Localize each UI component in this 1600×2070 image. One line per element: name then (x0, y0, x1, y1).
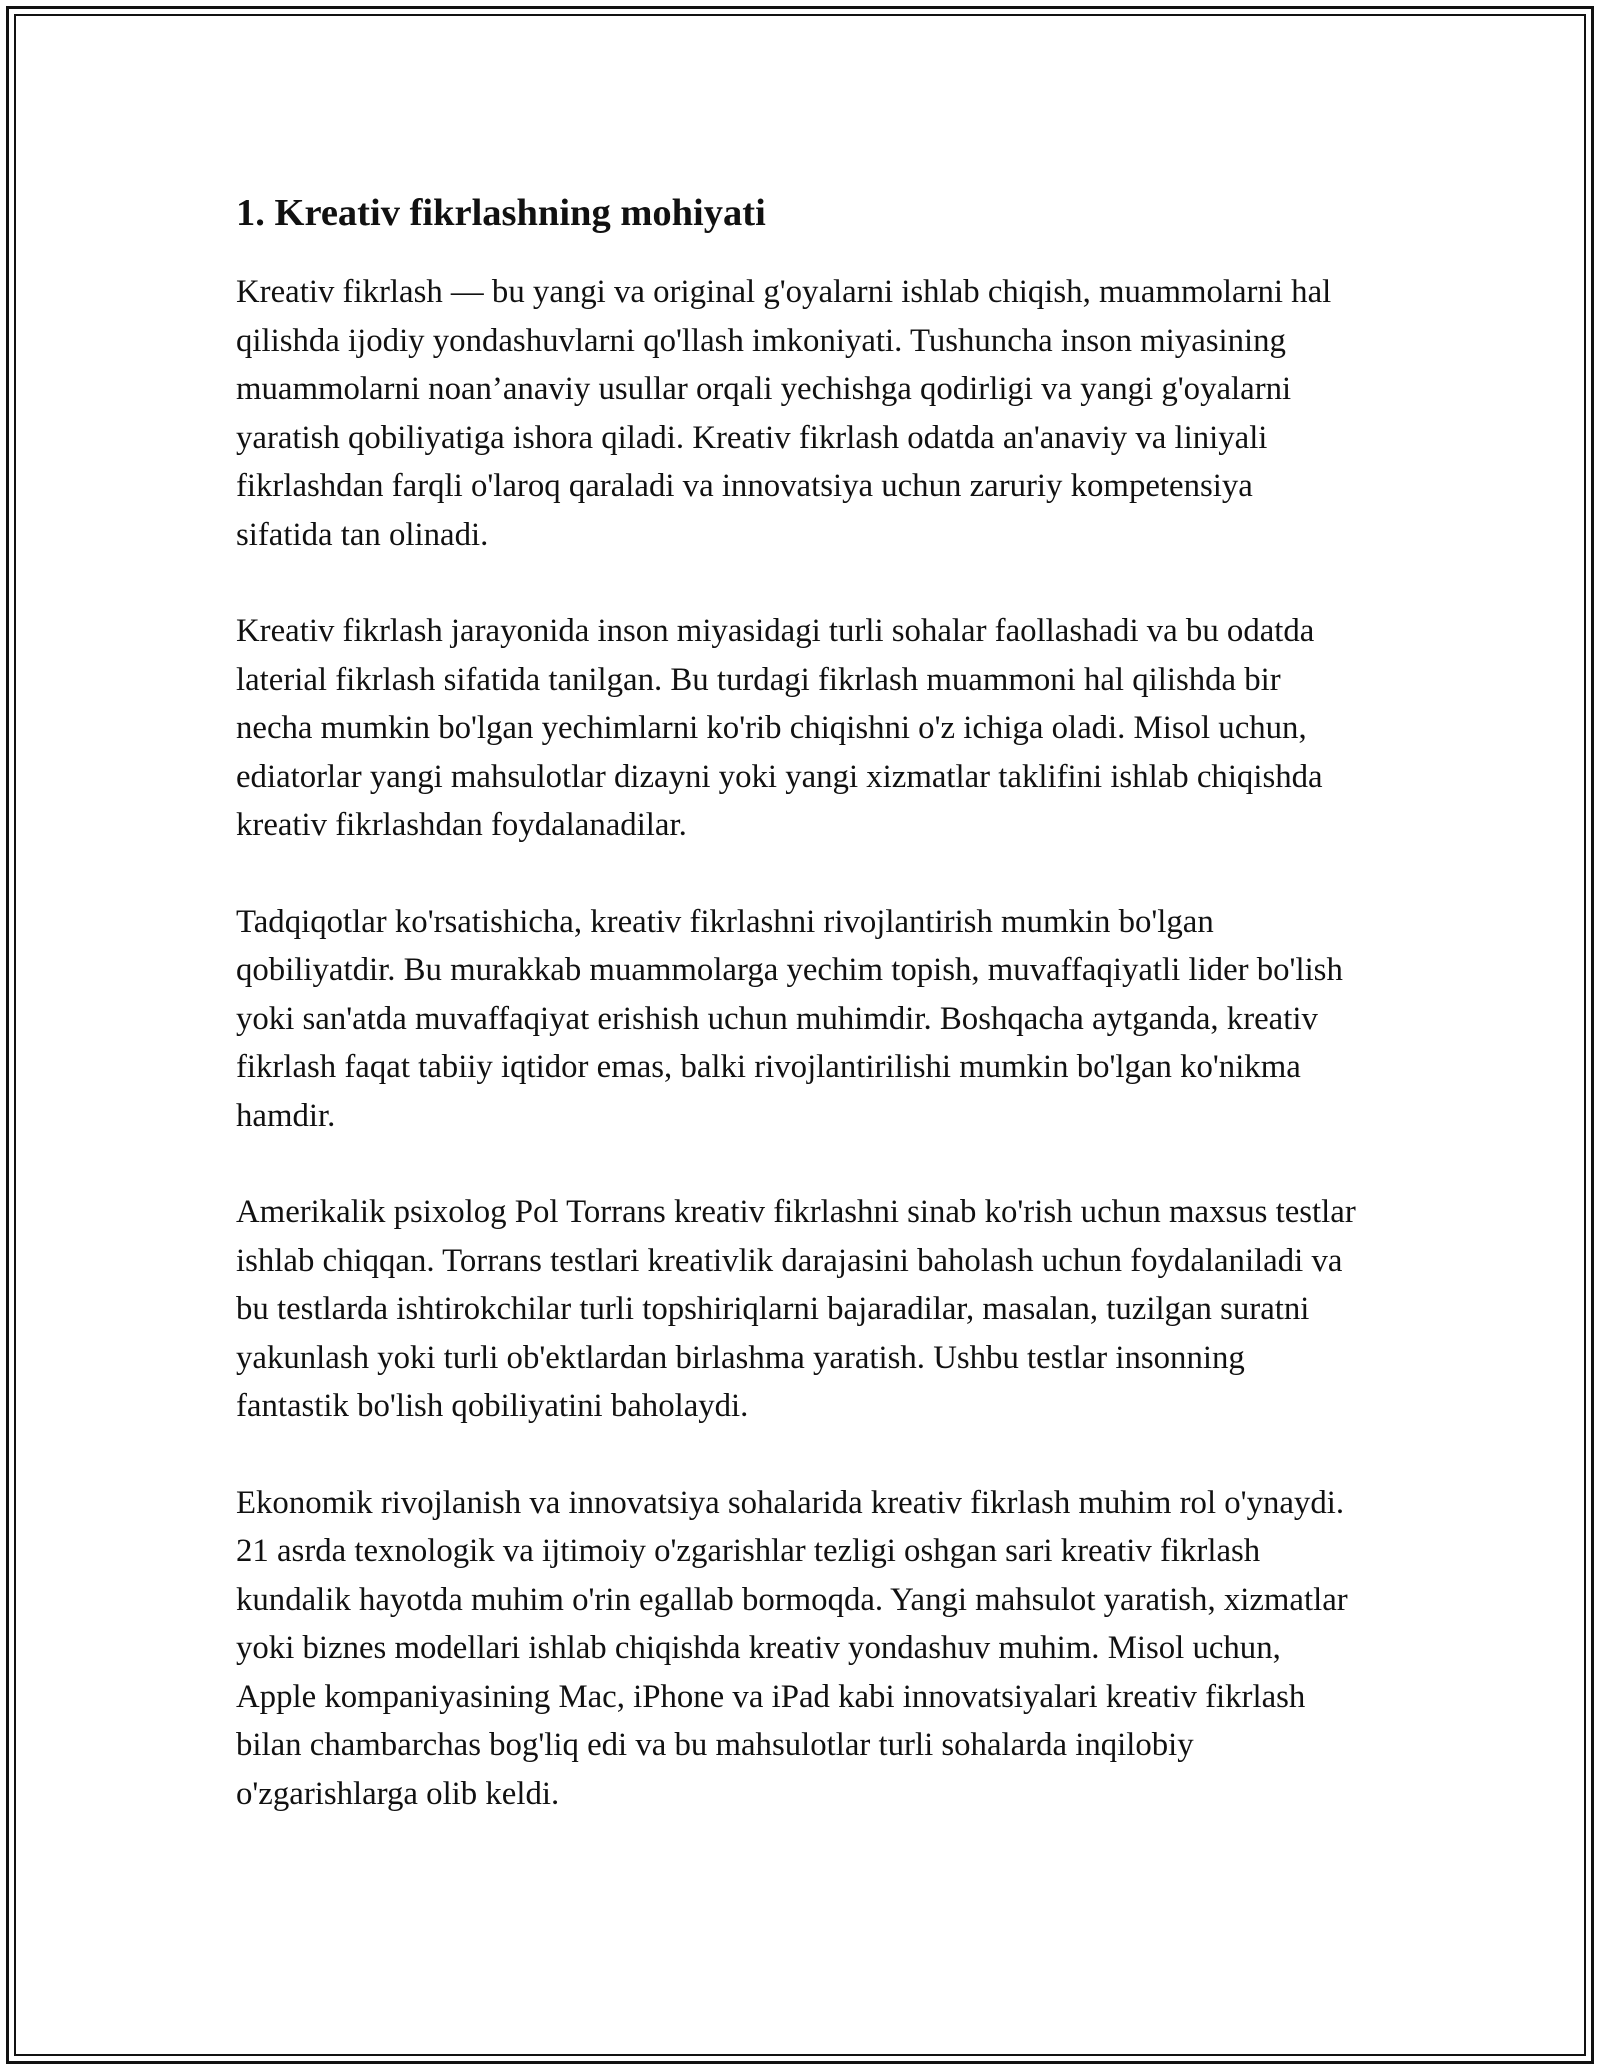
document-body (236, 186, 1356, 1866)
paragraph-2: Kreativ fikrlash jarayonida inson miyasidagi turli sohalar faollashadi va bu odatda laterial fikrlash sifatida tanilgan. Bu turdagi fikrlash muammoni hal qilishda bir necha mumkin bo'lgan yechimlarni ko'rib chiqishni o'z ichiga oladi. Misol uchun, ediatorlar yangi mahsulotlar dizayni yoki yangi xizmatlar taklifini ishlab chiqishda kreativ fikrlashdan foydalanadilar. (236, 613, 1323, 843)
paragraph-4: Amerikalik psixolog Pol Torrans kreativ fikrlashni sinab ko'rish uchun maxsus testlar ishlab chiqqan. Torrans testlari kreativlik darajasini baholash uchun foydalaniladi va bu testlarda ishtirokchilar turli topshiriqlarni bajaradilar, masalan, tuzilgan suratni yakunlash yoki turli ob'ektlardan birlashma yaratish. Ushbu testlar insonning fantastik bo'lish qobiliyatini baholaydi. (236, 1194, 1356, 1424)
section-heading: 1. Kreativ fikrlashning mohiyati (236, 192, 766, 234)
paragraph-3: Tadqiqotlar ko'rsatishicha, kreativ fikrlashni rivojlantirish mumkin bo'lgan qobiliyatdir. Bu murakkab muammolarga yechim topish, muvaffaqiyatli lider bo'lish yoki san'atda muvaffaqiyat erishish uchun muhimdir. Boshqacha aytganda, kreativ fikrlash faqat tabiiy iqtidor emas, balki rivojlantirilishi mumkin bo'lgan ko'nikma hamdir. (236, 903, 1343, 1134)
paragraph-5: Ekonomik rivojlanish va innovatsiya sohalarida kreativ fikrlash muhim rol o'ynaydi. 21 asrda texnologik va ijtimoiy o'zgarishlar tezligi oshgan sari kreativ fikrlash kundalik hayotda muhim o'rin egallab bormoqda. Yangi mahsulot yaratish, xizmatlar yoki biznes modellari ishlab chiqishda kreativ yondashuv muhim. Misol uchun, Apple kompaniyasining Mac, iPhone va iPad kabi innovatsiyalari kreativ fikrlash bilan chambarchas bog'liq edi va bu mahsulotlar turli sohalarda inqilobiy o'zgarishlarga olib keldi. (236, 1484, 1348, 1812)
paragraph-1: Kreativ fikrlash — bu yangi va original g'oyalarni ishlab chiqish, muammolarni hal qilishda ijodiy yondashuvlarni qo'llash imkoniyati. Tushuncha inson miyasining muammolarni noan’anaviy usullar orqali yechishga qodirligi va yangi g'oyalarni yaratish qobiliyatiga ishora qiladi. Kreativ fikrlash odatda an'anaviy va liniyali fikrlashdan farqli o'laroq qaraladi va innovatsiya uchun zaruriy kompetensiya sifatida tan olinadi. (236, 274, 1332, 553)
